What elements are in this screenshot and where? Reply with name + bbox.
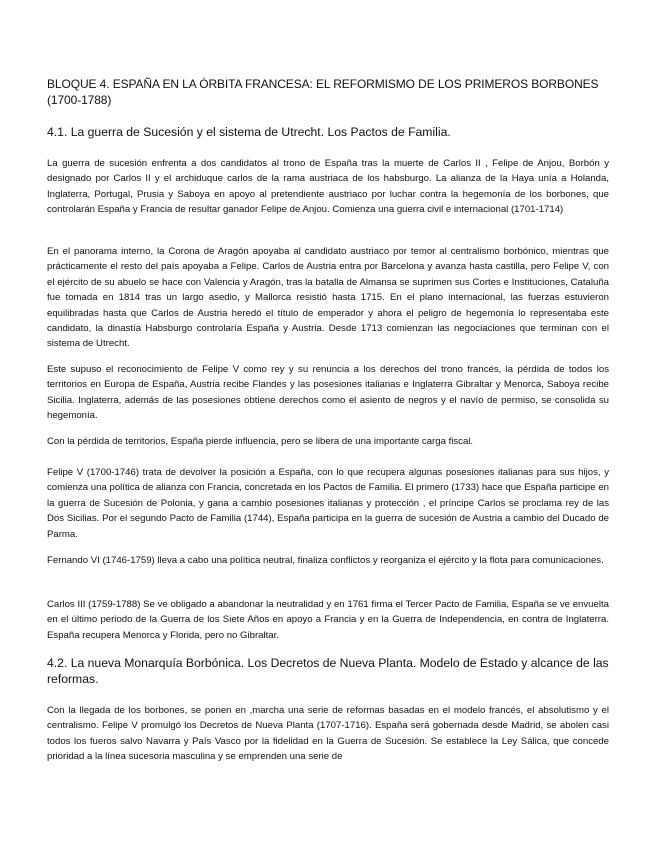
paragraph: En el panorama interno, la Corona de Aragón apoyaba al candidato austriaco por temor al centralismo borbónico, mientras que prácticamente el resto del país apoyaba a Felipe. Carlos de Austria entra por Barcelona y avanza hasta castilla, pero Felipe V, con el ejército de su abuelo se hace con Valencia y Aragón, tras la batalla de Almansa se suprimen sus Cortes e Instituciones, Cataluña fue tomada en 1814 tras un largo asedio, y Mallorca resistió hasta 1715. En el plano internacional, las fuerzas estuvieron equilibradas hasta que Carlos de Austria heredó el título de emperador y ahora el peligro de hegemonía lo representaba este candidato, la dinastía Habsburgo controlaría España y Austria. Desde 1713 comienzan las negociaciones que terminan con el sistema de Utrecht. (47, 246, 609, 350)
paragraph: Este supuso el reconocimiento de Felipe V como rey y su renuncia a los derechos del trono francés, la pérdida de todos los territorios en Europa de España, Austria recibe Flandes y las posesiones italianas e Inglaterra Gibraltar y Menorca, Saboya recibe Sicilia. Inglaterra, además de las posesiones obtiene derechos como el asiento de negros y el navío de permiso, se consolida su hegemonía. (47, 364, 609, 422)
paragraph: Con la llegada de los borbones, se ponen en ,marcha una serie de reformas basadas en el modelo francés, el absolutismo y el centralismo. Felipe V promulgó los Decretos de Nueva Planta (1707-1716). España será gobernada desde Madrid, se abolen casi todos los fueros salvo Navarra y País Vasco por la fidelidad en la Guerra de Sucesión. Se establece la Ley Sálica, que concede prioridad a la línea sucesoria masculina y se emprenden una serie de (47, 705, 609, 763)
paragraph: Fernando VI (1746-1759) lleva a cabo una política neutral, finaliza conflictos y reorganiza el ejército y la flota para comunicaciones. (47, 555, 604, 566)
paragraph: Felipe V (1700-1746) trata de devolver la posición a España, con lo que recupera algunas posesiones italianas para sus hijos, y comienza una política de alianza con Francia, concretada en los Pactos de Familia. El primero (1733) hace que España participe en la guerra de Sucesión de Polonia, y gana a cambio posesiones italianas y protección , el príncipe Carlos se proclama rey de las Dos Sicilias. Por el segundo Pacto de Familia (1744), España participa en la guerra de sucesión de Austria a cambio del Ducado de Parma. (47, 467, 609, 540)
section-heading-4-1: 4.1. La guerra de Sucesión y el sistema de Utrecht. Los Pactos de Familia. (47, 125, 451, 139)
document-title: BLOQUE 4. ESPAÑA EN LA ÓRBITA FRANCESA: EL REFORMISMO DE LOS PRIMEROS BORBONES (1700-1788) (47, 77, 599, 107)
paragraph: Con la pérdida de territorios, España pierde influencia, pero se libera de una importante carga fiscal. (47, 436, 474, 447)
paragraph: Carlos III (1759-1788) Se ve obligado a abandonar la neutralidad y en 1761 firma el Tercer Pacto de Familia, España se ve envuelta en el último periodo de la Guerra de los Siete Años en apoyo a Francia y en la Guerra de Independencia, en contra de Inglaterra. España recupera Menorca y Florida, pero no Gibraltar. (47, 599, 609, 641)
paragraph: La guerra de sucesión enfrenta a dos candidatos al trono de España tras la muerte de Carlos II , Felipe de Anjou, Borbón y designado por Carlos II y el archiduque carlos de la rama austriaca de los habsburgo. La alianza de la Haya unía a Holanda, Inglaterra, Portugal, Prusia y Saboya en apoyo al pretendiente austriaco por luchar contra la hegemonía de los borbones, que controlarán España y Francia de resultar ganador Felipe de Anjou. Comienza una guerra civil e internacional (1701-1714) (47, 158, 609, 216)
section-heading-4-2: 4.2. La nueva Monarquía Borbónica. Los Decretos de Nueva Planta. Modelo de Estado y alcance de las reformas. (47, 656, 609, 686)
